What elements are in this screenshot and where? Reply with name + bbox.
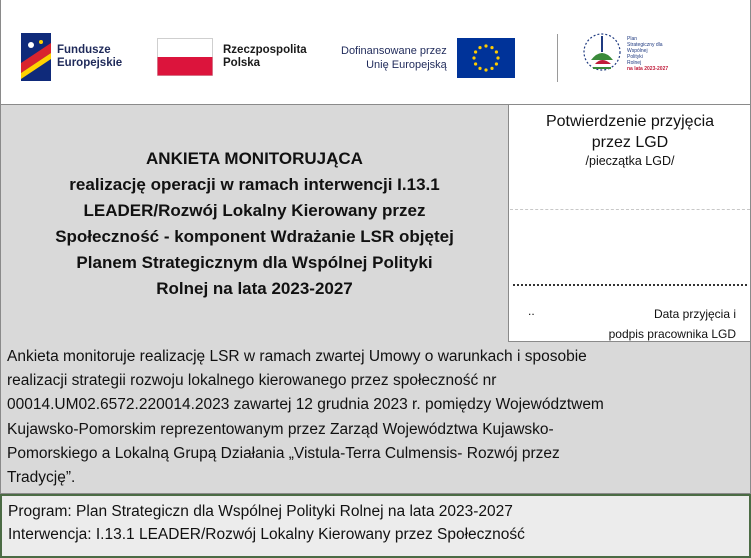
info-line: Tradycję”.: [7, 469, 76, 487]
polish-flag-icon: [157, 38, 213, 76]
title-line: Planem Strategicznym dla Wspólnej Polityki: [76, 252, 433, 272]
plan-strategiczny-logo: [581, 28, 668, 80]
title-line: realizację operacji w ramach interwencji I.13.1: [69, 174, 440, 194]
plan-line5: Rolnej: [627, 60, 642, 66]
confirmation-line1: Potwierdzenie przyjęcia: [545, 113, 715, 130]
fundusze-europejskie-icon: [21, 33, 51, 81]
plan-line4: Polityki: [627, 54, 643, 60]
date-label-line2: podpis pracownika LGD: [608, 327, 736, 341]
rzeczpospolita-line2: Polska: [223, 57, 261, 69]
plan-years: na lata 2023-2027: [627, 66, 669, 72]
intervention-line: Interwencja: I.13.1 LEADER/Rozwój Lokalny Kierowany przez Społeczność: [8, 526, 525, 543]
title-line: ANKIETA MONITORUJĄCA: [146, 148, 363, 168]
rzeczpospolita-line1: Rzeczpospolita: [223, 44, 307, 56]
ue-line1: Dofinansowane przez: [341, 45, 447, 57]
logo-separator: [557, 34, 558, 82]
plan-line3: Wspólnej: [627, 48, 648, 54]
ue-line2: Unię Europejską: [366, 59, 447, 71]
fundusze-line1: Fundusze: [57, 44, 111, 56]
title-line: Rolnej na lata 2023-2027: [156, 278, 353, 298]
program-box: [0, 494, 751, 558]
info-line: Kujawsko-Pomorskim reprezentowanym przez Zarząd Województwa Kujawsko-: [7, 420, 554, 438]
signature-cell: [510, 210, 750, 342]
info-paragraph: [0, 342, 751, 494]
logo-bar: [0, 0, 751, 104]
info-line: Ankieta monitoruje realizację LSR w ramach zwartej Umowy o warunkach i sposobie: [7, 348, 587, 365]
date-signature-label: [536, 304, 736, 344]
fundusze-line2: Europejskie: [57, 57, 123, 69]
program-line: Program: Plan Strategiczn dla Wspólnej Polityki Rolnej na lata 2023-2027: [8, 503, 513, 520]
rzeczpospolita-logo: [157, 38, 307, 76]
fundusze-europejskie-logo: [21, 33, 122, 81]
dots-marker: ..: [528, 304, 535, 318]
plan-strategiczny-icon: [581, 28, 623, 80]
plan-line2: Strategiczny dla: [627, 42, 663, 48]
title-line: LEADER/Rozwój Lokalny Kierowany przez: [83, 200, 426, 220]
info-line: Pomorskiego a Lokalną Grupą Działania „Vistula-Terra Culmensis- Rozwój przez: [7, 444, 560, 462]
confirmation-line2: przez LGD: [591, 134, 669, 151]
signature-dotted-line: [513, 284, 747, 286]
info-line: realizacji strategii rozwoju lokalnego kierowanego przez społeczność nr: [7, 372, 497, 390]
confirmation-cell: [510, 105, 750, 210]
stamp-label: /pieczątka LGD/: [585, 154, 675, 168]
eu-flag-icon: [457, 38, 515, 78]
header-table: [0, 104, 751, 342]
title-cell: [1, 105, 509, 342]
unia-europejska-logo: [341, 38, 515, 78]
title-line: Społeczność - komponent Wdrażanie LSR objętej: [55, 226, 454, 246]
plan-line1: Plan: [627, 36, 638, 42]
date-label-line1: Data przyjęcia i: [653, 307, 736, 321]
info-line: 00014.UM02.6572.220014.2023 zawartej 12 grudnia 2023 r. pomiędzy Województwem: [7, 396, 604, 414]
